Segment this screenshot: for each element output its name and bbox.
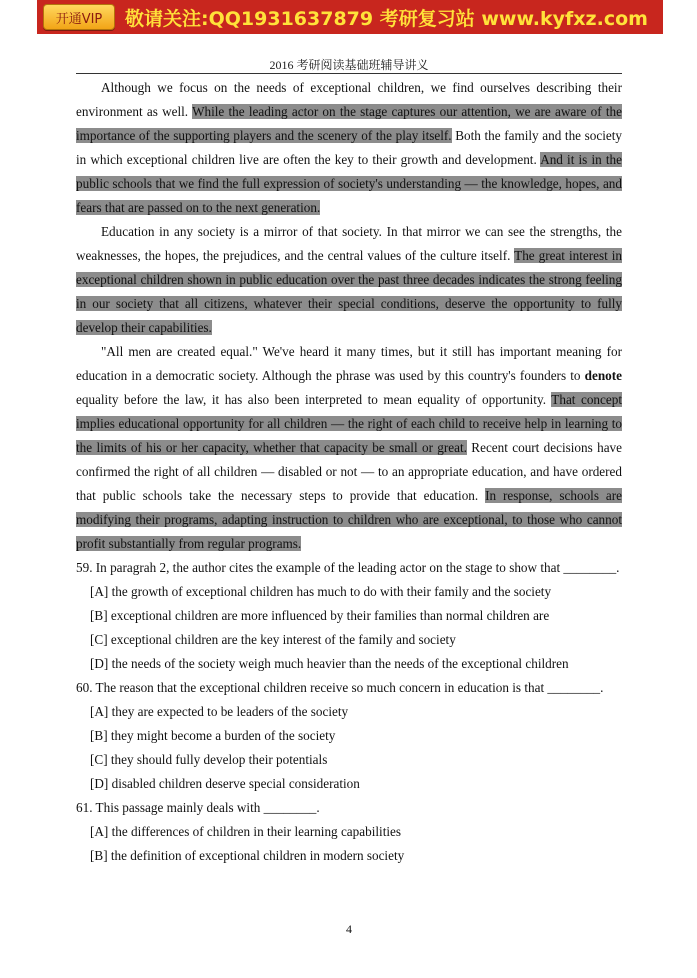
passage-paragraph-2: Education in any society is a mirror of that society. In that mirror we can see the strengths, the weaknesses, the hopes, the prejudices, and the central values of the culture itself. The great interest in exceptional children shown in public education over the past three decades indicates the strong feeling in our society that all citizens, whatever their special conditions, deserve the opportunity to fully develop their capabilities. [76,224,622,335]
answer-option: [A] they are expected to be leaders of the society [90,704,349,719]
answer-option: [C] exceptional children are the key interest of the family and society [90,632,456,647]
highlighted-sentence: The great interest in exceptional children shown in public education over the past three decades indicates the strong feeling in our society that all citizens, whatever their special conditions, deserve the opportunity to fully develop their capabilities. [76,248,622,335]
highlighted-sentence: That concept implies educational opportunity for all children — the right of each child to receive help in learning to the limits of his or her capacity, whether that capacity be small or great. [76,392,622,455]
page-content [76,76,622,868]
highlighted-sentence: In response, schools are modifying their programs, adapting instruction to children who are exceptional, to those who cannot profit substantially from regular programs. [76,488,622,551]
passage-paragraph-3: "All men are created equal." We've heard it many times, but it still has important meaning for education in a democratic society. Although the phrase was used by this country's founders to denote equality before the law, it has also been interpreted to mean equality of opportunity. That concept implies educational opportunity for all children — the right of each child to receive help in learning to the limits of his or her capacity, whether that capacity be small or great. Recent court decisions have confirmed the right of all children — disabled or not — to an appropriate education, and have ordered that public schools take the necessary steps to provide that education. In response, schools are modifying their programs, adapting instruction to children who are exceptional, to those who cannot profit substantially from regular programs. [76,344,622,551]
question-60 [76,676,622,796]
answer-option: [B] the definition of exceptional children in modern society [90,848,405,863]
highlighted-sentence: And it is in the public schools that we find the full expression of society's understanding — the knowledge, hopes, and fears that are passed on to the next generation. [76,152,622,215]
highlighted-sentence: While the leading actor on the stage captures our attention, we are aware of the importance of the supporting players and the scenery of the play itself. [76,104,622,143]
answer-option: [B] exceptional children are more influenced by their families than normal children are [90,608,550,623]
answer-option: [A] the differences of children in their learning capabilities [90,824,402,839]
page-number: 4 [346,922,352,936]
question-59 [76,556,622,676]
answer-option: [C] they should fully develop their potentials [90,752,328,767]
question-stem: 60. The reason that the exceptional children receive so much concern in education is that ________. [76,680,604,695]
bold-keyword: denote [584,368,622,383]
answer-option: [D] disabled children deserve special consideration [90,776,360,791]
open-vip-button[interactable]: 开通VIP [43,4,115,30]
answer-option: [A] the growth of exceptional children has much to do with their family and the society [90,584,552,599]
question-stem: 61. This passage mainly deals with ________. [76,800,320,815]
passage-paragraph-1: Although we focus on the needs of exceptional children, we find ourselves describing their environment as well. While the leading actor on the stage captures our attention, we are aware of the importance of the supporting players and the scenery of the play itself. Both the family and the society in which exceptional children live are often the key to their growth and development. And it is in the public schools that we find the full expression of society's understanding — the knowledge, hopes, and fears that are passed on to the next generation. [76,80,622,215]
banner-text: 敬请关注:QQ1931637879 考研复习站 www.kyfxz.com [125,7,648,30]
question-61 [76,796,622,868]
header-rule [76,73,622,74]
question-stem: 59. In paragrah 2, the author cites the example of the leading actor on the stage to show that ________. [76,560,620,575]
running-header: 2016 考研阅读基础班辅导讲义 [269,58,429,72]
promo-banner[interactable] [37,0,663,34]
answer-option: [B] they might become a burden of the society [90,728,336,743]
answer-option: [D] the needs of the society weigh much heavier than the needs of the exceptional children [90,656,569,671]
